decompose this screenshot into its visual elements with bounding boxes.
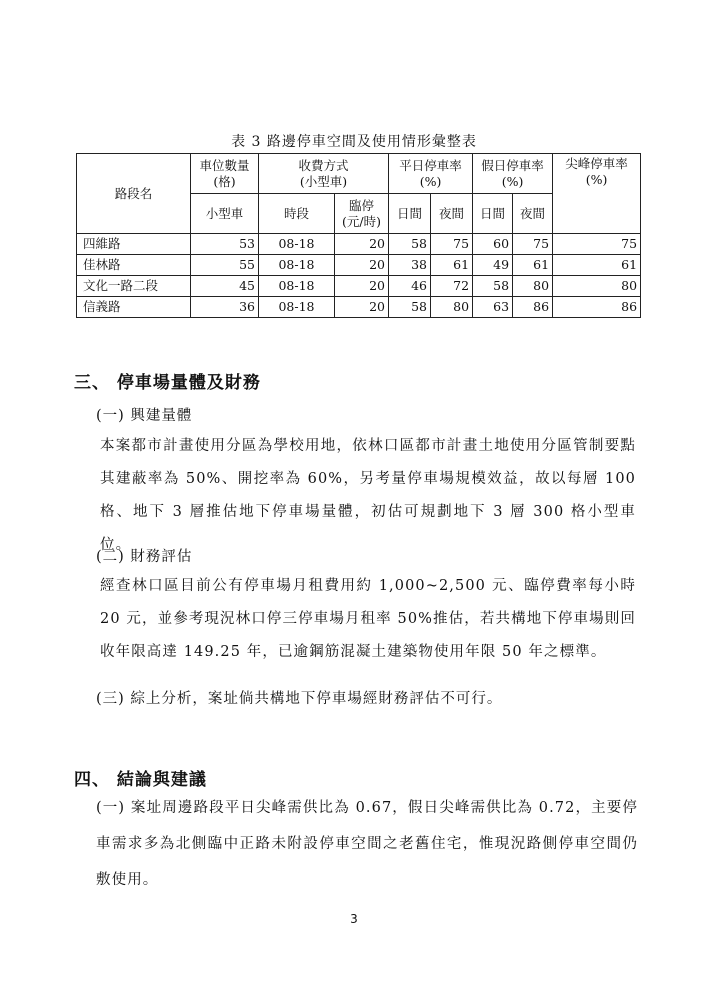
section-3-subheading-2: (二) 財務評估 (96, 549, 193, 565)
header-holiday-day: 日間 (473, 194, 513, 234)
cell-weekday-night: 75 (431, 234, 473, 255)
cell-weekday-night: 61 (431, 255, 473, 276)
cell-weekday-day: 38 (389, 255, 431, 276)
table-row (77, 255, 641, 276)
cell-weekday-day: 58 (389, 297, 431, 318)
cell-peak: 75 (553, 234, 641, 255)
cell-weekday-day: 58 (389, 234, 431, 255)
cell-road: 信義路 (77, 297, 191, 318)
header-peak-label: 尖峰停車率 (565, 156, 628, 171)
cell-fee: 20 (335, 255, 389, 276)
cell-holiday-night: 86 (513, 297, 553, 318)
cell-period: 08-18 (259, 297, 335, 318)
cell-period: 08-18 (259, 234, 335, 255)
cell-capacity: 53 (191, 234, 259, 255)
cell-holiday-day: 49 (473, 255, 513, 276)
cell-holiday-night: 80 (513, 276, 553, 297)
cell-holiday-night: 61 (513, 255, 553, 276)
header-temp-fee-unit: (元/時) (342, 213, 381, 229)
section-4-title: 四、 結論與建議 (74, 770, 207, 790)
header-weekday (389, 154, 473, 194)
cell-period: 08-18 (259, 255, 335, 276)
cell-holiday-day: 60 (473, 234, 513, 255)
header-holiday-unit: (%) (501, 173, 524, 189)
header-fee-label: 收費方式 (298, 157, 349, 173)
section-3-title: 三、 停車場量體及財務 (74, 373, 261, 393)
cell-fee: 20 (335, 276, 389, 297)
parking-table (76, 153, 641, 318)
section-3-paragraph-2: 經查林口區目前公有停車場月租費用約 1,000~2,500 元、臨停費率每小時 20 元，並參考現況林口停三停車場月租率 50%推估，若共構地下停車場則回收年限高達 149.25 年，已逾鋼筋混凝土建築物使用年限 50 年之標準。 (100, 578, 636, 660)
cell-peak: 80 (553, 276, 641, 297)
header-weekday-label: 平日停車率 (399, 157, 462, 173)
section-3-subheading-1: (一) 興建量體 (96, 408, 193, 424)
header-temp-fee-label: 臨停 (349, 197, 375, 213)
cell-holiday-day: 63 (473, 297, 513, 318)
cell-capacity: 36 (191, 297, 259, 318)
header-peak-unit: (%) (585, 172, 608, 187)
cell-fee: 20 (335, 297, 389, 318)
cell-road: 文化一路二段 (77, 276, 191, 297)
table-row (77, 297, 641, 318)
section-4-item-1: (一) 案址周邊路段平日尖峰需供比為 0.67，假日尖峰需供比為 0.72，主要停車需求多為北側臨中正路未附設停車空間之老舊住宅，惟現況路側停車空間仍敷使用。 (96, 800, 638, 888)
header-fee-unit: (小型車) (299, 173, 348, 189)
header-weekday-day: 日間 (389, 194, 431, 234)
cell-capacity: 55 (191, 255, 259, 276)
cell-peak: 61 (553, 255, 641, 276)
table-row (77, 234, 641, 255)
header-holiday-night: 夜間 (513, 194, 553, 234)
cell-capacity: 45 (191, 276, 259, 297)
header-temp-fee (335, 194, 389, 234)
header-holiday (473, 154, 553, 194)
section-3-paragraph-1: 本案都市計畫使用分區為學校用地，依林口區都市計畫土地使用分區管制要點其建蔽率為 50%、開挖率為 60%，另考量停車場規模效益，故以每層 100 格、地下 3 層推估地下停車場量體，初估可規劃地下 3 層 300 格小型車位。 (100, 438, 636, 553)
header-small-car: 小型車 (191, 194, 259, 234)
cell-peak: 86 (553, 297, 641, 318)
cell-fee: 20 (335, 234, 389, 255)
table-caption: 表 3 路邊停車空間及使用情形彙整表 (231, 134, 477, 150)
header-peak (553, 154, 641, 234)
header-weekday-unit: (%) (419, 173, 442, 189)
header-fee (259, 154, 389, 194)
cell-road: 四維路 (77, 234, 191, 255)
header-holiday-label: 假日停車率 (481, 157, 544, 173)
cell-weekday-night: 72 (431, 276, 473, 297)
cell-weekday-night: 80 (431, 297, 473, 318)
header-weekday-night: 夜間 (431, 194, 473, 234)
page-number: 3 (350, 912, 358, 926)
section-3-subheading-3: (三) 綜上分析，案址倘共構地下停車場經財務評估不可行。 (96, 691, 503, 707)
header-period: 時段 (259, 194, 335, 234)
header-capacity-label: 車位數量 (199, 157, 250, 173)
header-capacity-unit: (格) (213, 173, 236, 189)
cell-holiday-day: 58 (473, 276, 513, 297)
cell-weekday-day: 46 (389, 276, 431, 297)
table-row (77, 276, 641, 297)
cell-holiday-night: 75 (513, 234, 553, 255)
cell-period: 08-18 (259, 276, 335, 297)
header-road-name: 路段名 (77, 154, 191, 234)
cell-road: 佳林路 (77, 255, 191, 276)
header-capacity (191, 154, 259, 194)
